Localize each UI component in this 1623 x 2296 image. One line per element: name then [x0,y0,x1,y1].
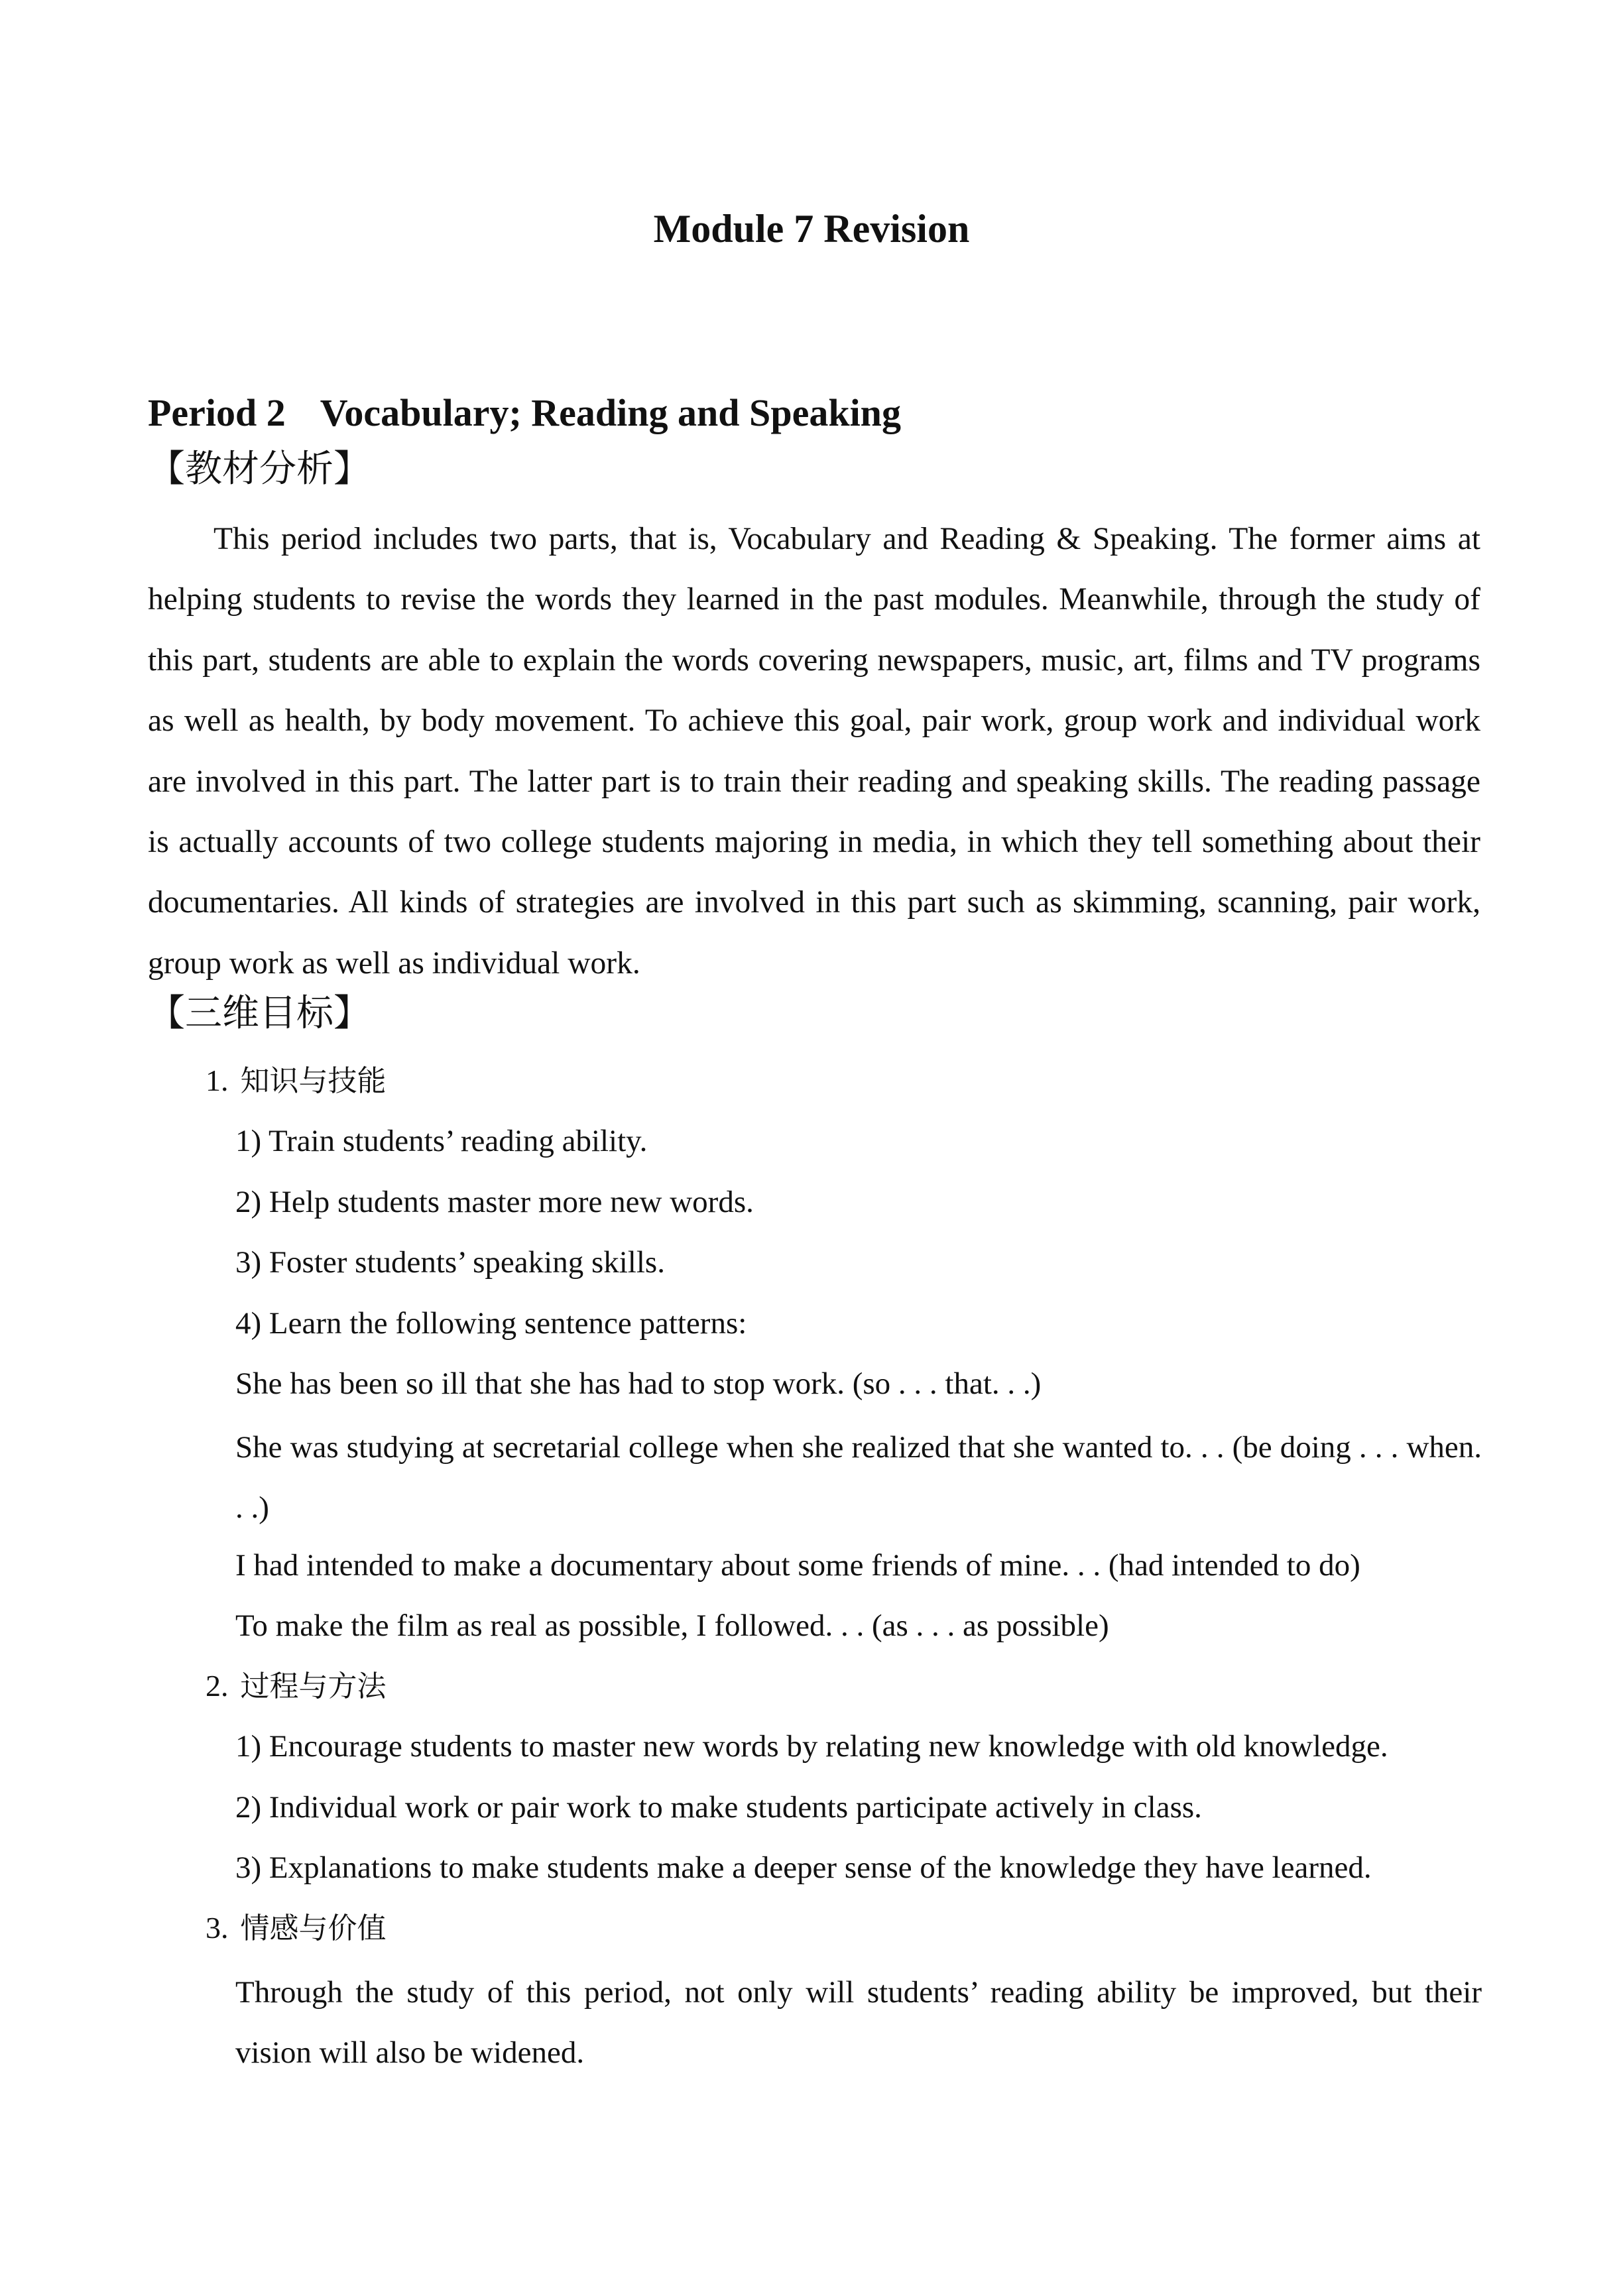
process-section-label [206,1661,387,1712]
emotion-number: 3. [206,1911,229,1945]
analysis-heading: 【教材分析】 [148,448,371,491]
emotion-text: Through the study of this period, not only will students’ reading ability be improved, but their vision will also be widened. [235,1975,1482,2071]
sentence-pattern-2: She was studying at secretarial college when she realized that she wanted to. . . (be doing . . . when. . .) [235,1430,1482,1526]
knowledge-item-1: 1) Train students’ reading ability. [235,1124,648,1158]
sentence-pattern-1: She has been so ill that she has had to stop work. (so . . . that. . .) [235,1366,1042,1401]
knowledge-item-3: 3) Foster students’ speaking skills. [235,1245,665,1280]
period-heading [148,388,901,438]
process-item-3: 3) Explanations to make students make a deeper sense of the knowledge they have learned. [235,1850,1372,1885]
period-topic: Vocabulary; Reading and Speaking [320,391,901,434]
process-item-2: 2) Individual work or pair work to make students participate actively in class. [235,1790,1202,1825]
knowledge-item-2: 2) Help students master more new words. [235,1185,754,1219]
knowledge-section-label [206,1056,387,1107]
process-number: 2. [206,1669,229,1703]
knowledge-item-4: 4) Learn the following sentence patterns: [235,1306,747,1341]
emotion-section-label [206,1903,387,1954]
document-title: Module 7 Revision [653,207,970,251]
objectives-heading: 【三维目标】 [148,992,371,1035]
knowledge-number: 1. [206,1063,229,1097]
process-item-1: 1) Encourage students to master new words by relating new knowledge with old knowledge. [235,1729,1388,1764]
analysis-paragraph: This period includes two parts, that is, Vocabulary and Reading & Speaking. The former aims at helping students to revise the words they learned in the past modules. Meanwhile, through the study of this part, students are able to explain the words covering newspapers, music, art, films and TV programs as well as health, by body movement. To achieve this goal, pair work, group work and individual work are involved in this part. The latter part is to train their reading and speaking skills. The reading passage is actually accounts of two college students majoring in media, in which they tell something about their documentaries. All kinds of strategies are involved in this part such as skimming, scanning, pair work, group work as well as individual work. [148,522,1480,981]
sentence-pattern-4: To make the film as real as possible, I followed. . . (as . . . as possible) [235,1608,1109,1643]
sentence-pattern-3: I had intended to make a documentary about some friends of mine. . . (had intended to do) [235,1548,1360,1583]
knowledge-label: 知识与技能 [240,1064,387,1098]
process-label: 过程与方法 [240,1669,387,1703]
period-label: Period 2 [148,391,286,434]
emotion-label: 情感与价值 [240,1911,387,1945]
